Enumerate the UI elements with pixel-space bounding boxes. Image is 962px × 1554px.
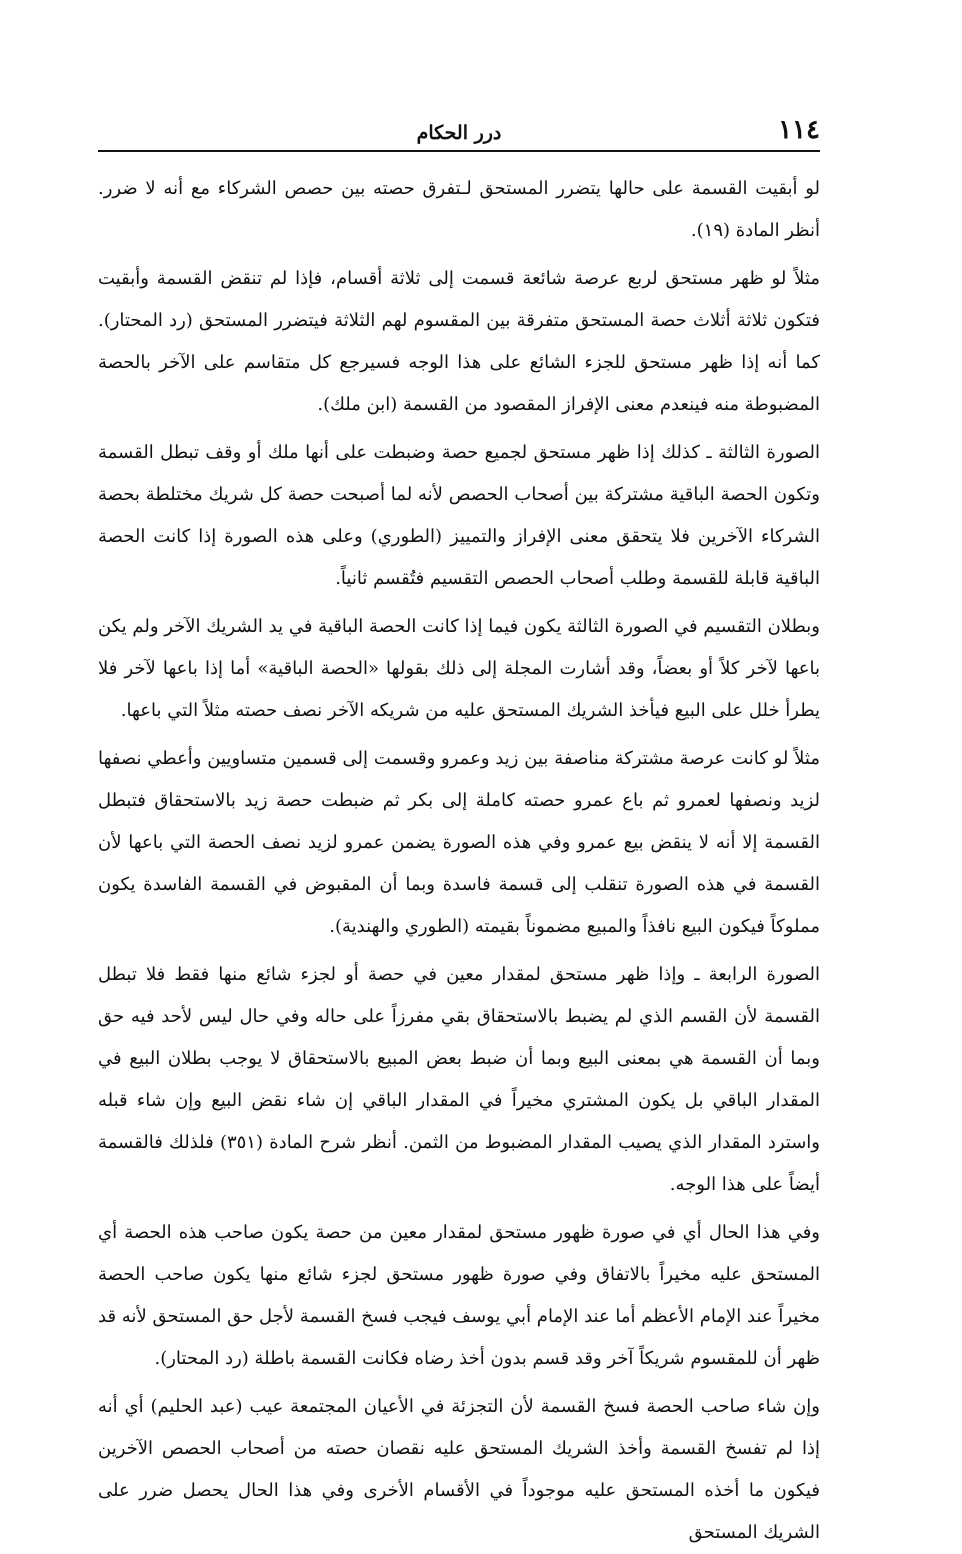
page-number: ١١٤ [778,115,820,145]
paragraph: وفي هذا الحال أي في صورة ظهور مستحق لمقدار معين من حصة يكون صاحب هذه الحصة أي المستحق عليه مخيراً بالاتفاق وفي صورة ظهور مستحق لجزء شائع منها يكون صاحب الحصة مخيراً عند الإمام الأعظم أما عند الإمام أبي يوسف فيجب فسخ القسمة لأجل حق المستحق لأنه قد ظهر أن للمقسوم شريكاً آخر وقد قسم بدون أخذ رضاه فكانت القسمة باطلة (رد المحتار). [98,1222,820,1369]
paragraph: لو أبقيت القسمة على حالها يتضرر المستحق لـتفرق حصته بين حصص الشركاء مع أنه لا ضرر. أنظر المادة (١٩). [98,178,820,241]
book-page [97,115,821,1543]
book-title: درر الحكام [416,122,502,144]
paragraph: الصورة الثالثة ـ كذلك إذا ظهر مستحق لجميع حصة وضبطت على أنها ملك أو وقف تبطل القسمة وتكون الحصة الباقية مشتركة بين أصحاب الحصص لأنه لما أصبحت حصة كل شريك مختلطة بحصة الشركاء الآخرين فلا يتحقق معنى الإفراز والتمييز (الطوري) وعلى هذه الصورة إذا كانت الحصة الباقية قابلة للقسمة وطلب أصحاب الحصص التقسيم فتُقسم ثانياً. [98,442,820,589]
paragraph: وإن شاء صاحب الحصة فسخ القسمة لأن التجزئة في الأعيان المجتمعة عيب (عبد الحليم) أي أنه إذا لم تفسخ القسمة وأخذ الشريك المستحق عليه نقصان حصته من أصحاب الحصص الآخرين فيكون ما أخذه المستحق عليه موجوداً في الأقسام الأخرى وفي هذا الحال يحصل ضرر على الشريك المستحق [98,1396,820,1543]
paragraph: مثلاً لو ظهر مستحق لربع عرصة شائعة قسمت إلى ثلاثة أقسام، فإذا لم تنقض القسمة وأبقيت فتكون ثلاثة أثلاث حصة المستحق متفرقة بين المقسوم لهم الثلاثة فيتضرر المستحق (رد المحتار). كما أنه إذا ظهر مستحق للجزء الشائع على هذا الوجه فسيرجع كل متقاسم على الآخر بالحصة المضبوطة منه فينعدم معنى الإفراز المقصود من القسمة (ابن ملك). [98,268,820,415]
paragraph: مثلاً لو كانت عرصة مشتركة مناصفة بين زيد وعمرو وقسمت إلى قسمين متساويين وأعطي نصفها لزيد ونصفها لعمرو ثم باع عمرو حصته كاملة إلى بكر ثم ضبطت حصة زيد بالاستحقاق فتبطل القسمة إلا أنه لا ينقض بيع عمرو وفي هذه الصورة يضمن عمرو لزيد نصف الحصة التي باعها لأن القسمة في هذه الصورة تنقلب إلى قسمة فاسدة وبما أن المقبوض في القسمة الفاسدة يكون مملوكاً فيكون البيع نافذاً والمبيع مضموناً بقيمته (الطوري والهندية). [98,748,821,937]
paragraph: الصورة الرابعة ـ وإذا ظهر مستحق لمقدار معين في حصة أو لجزء شائع منها فقط فلا تبطل القسمة لأن القسم الذي لم يضبط بالاستحقاق بقي مفرزاً على حاله وفي حال ليس لأحد فيه حق وبما أن القسمة هي بمعنى البيع وبما أن ضبط بعض المبيع بالاستحقاق لا يوجب بطلان البيع في المقدار الباقي بل يكون المشتري مخيراً في المقدار الباقي إن شاء نقض البيع وإن شاء قبله واسترد المقدار الذي يصيب المقدار المضبوط من الثمن. أنظر شرح المادة (٣٥١) فلذلك فالقسمة أيضاً على هذا الوجه. [98,964,821,1195]
page-body [98,168,820,1554]
running-header [98,115,820,152]
paragraph: وبطلان التقسيم في الصورة الثالثة يكون فيما إذا كانت الحصة الباقية في يد الشريك الآخر ولم يكن باعها لآخر كلاً أو بعضاً، وقد أشارت المجلة إلى ذلك بقولها «الحصة الباقية» أما إذا باعها لآخر فلا يطرأ خلل على البيع فيأخذ الشريك المستحق عليه من شريكه الآخر نصف حصته مثلاً التي باعها. [97,616,820,721]
